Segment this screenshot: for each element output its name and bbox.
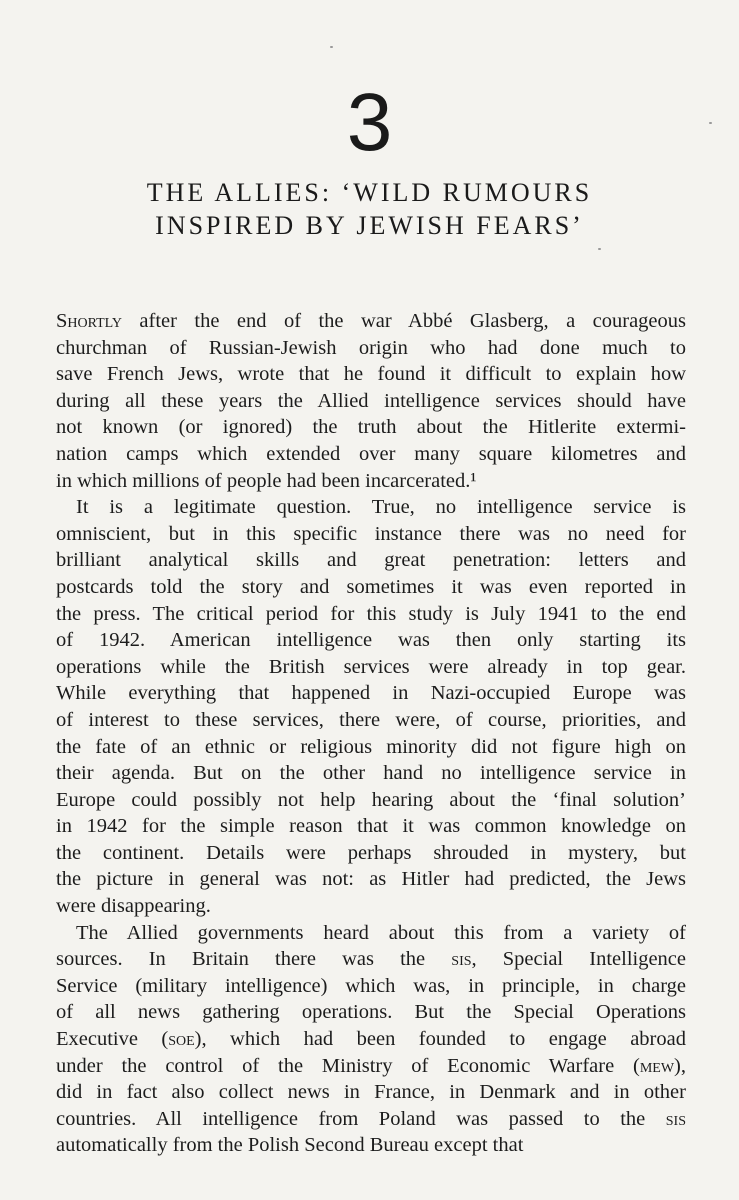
text-line: did in fact also collect news in France, in Denmark and in other xyxy=(56,1081,686,1104)
text-line: their agenda. But on the other hand no intelligence service in xyxy=(56,762,686,785)
text-line: the continent. Details were perhaps shrouded in mystery, but xyxy=(56,841,686,864)
paper-speck xyxy=(598,248,601,250)
text-line: The Allied governments heard about this from a variety of xyxy=(76,921,686,944)
text-line: in 1942 for the simple reason that it was common knowledge on xyxy=(56,815,686,838)
text-line: the picture in general was not: as Hitler had predicted, the Jews xyxy=(56,868,686,891)
chapter-title-line-1: THE ALLIES: ‘WILD RUMOURS xyxy=(146,178,593,207)
text-line: not known (or ignored) the truth about the Hitlerite extermi- xyxy=(56,416,686,439)
text-line: postcards told the story and sometimes it was even reported in xyxy=(56,575,686,598)
text-line: the press. The critical period for this study is July 1941 to the end xyxy=(56,602,686,625)
paragraph xyxy=(56,308,686,494)
text-line: save French Jews, wrote that he found it difficult to explain how xyxy=(56,363,686,386)
paragraph xyxy=(56,920,686,1159)
text-line: omniscient, but in this specific instance there was no need for xyxy=(56,522,686,545)
text-line: of 1942. American intelligence was then only starting its xyxy=(56,629,686,652)
text-line: under the control of the Ministry of Economic Warfare (mew), xyxy=(56,1054,686,1077)
text-line: churchman of Russian-Jewish origin who had done much to xyxy=(56,336,686,359)
text-line: in which millions of people had been incarcerated.¹ xyxy=(56,469,477,492)
text-line: the fate of an ethnic or religious minority did not figure high on xyxy=(56,735,686,758)
text-line: nation camps which extended over many square kilometres and xyxy=(56,442,686,465)
text-line: countries. All intelligence from Poland was passed to the sis xyxy=(56,1107,686,1130)
text-line: during all these years the Allied intelligence services should have xyxy=(56,389,686,412)
text-line: It is a legitimate question. True, no intelligence service is xyxy=(76,496,686,519)
text-line: automatically from the Polish Second Bureau except that xyxy=(56,1134,524,1157)
chapter-title xyxy=(0,176,739,242)
text-line: While everything that happened in Nazi-occupied Europe was xyxy=(56,682,686,705)
chapter-number: 3 xyxy=(346,77,393,168)
text-line: of interest to these services, there were, of course, priorities, and xyxy=(56,708,686,731)
chapter-title-line-2: INSPIRED BY JEWISH FEARS’ xyxy=(155,211,584,240)
text-line: Shortly after the end of the war Abbé Glasberg, a courageous xyxy=(56,310,686,332)
text-line: Executive (soe), which had been founded to engage abroad xyxy=(56,1028,686,1051)
text-line: brilliant analytical skills and great penetration: letters and xyxy=(56,549,686,572)
paragraph xyxy=(56,494,686,920)
paper-speck xyxy=(709,122,712,124)
text-line: operations while the British services were already in top gear. xyxy=(56,655,686,678)
text-line: Service (military intelligence) which was, in principle, in charge xyxy=(56,974,686,997)
text-line: Europe could possibly not help hearing about the ‘final solution’ xyxy=(56,788,686,811)
chapter-body-text xyxy=(56,308,686,1159)
text-line: sources. In Britain there was the sis, Special Intelligence xyxy=(56,948,687,971)
text-line: were disappearing. xyxy=(56,895,211,918)
text-line: of all news gathering operations. But the Special Operations xyxy=(56,1001,686,1024)
paper-speck xyxy=(330,46,333,48)
